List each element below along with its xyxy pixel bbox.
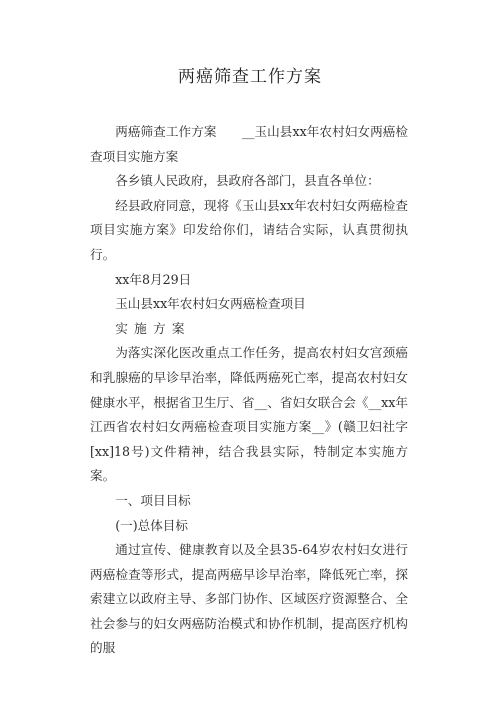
paragraph-plan-subtitle: 实施方案 xyxy=(115,320,191,336)
paragraph-plan-title: 玉山县xx年农村妇女两癌检查项目 xyxy=(115,296,306,312)
paragraph-heading-line: 两癌筛查工作方案 __玉山县xx年农村妇女两癌检查项目实施方案 xyxy=(90,124,408,164)
section-heading: 一、项目目标 xyxy=(115,492,191,508)
document-title: 两癌筛查工作方案 xyxy=(178,67,322,87)
paragraph-addressee: 各乡镇人民政府，县政府各部门，县直各单位： xyxy=(115,173,380,189)
subsection-heading: (一)总体目标 xyxy=(115,517,188,533)
paragraph-date: xx年8月29日 xyxy=(115,271,192,287)
paragraph-goal: 通过宣传、健康教育以及全县35-64岁农村妇女进行两癌检查等形式，提高两癌早诊早治率，降低死亡率，探索建立以政府主导、多部门协作、区域医疗资源整合、全社会参与的妇女两癌防治模式和协作机制，提高医疗机构的服 xyxy=(90,542,408,656)
document-body xyxy=(90,120,408,661)
paragraph-notice: 经县政府同意，现将《玉山县xx年农村妇女两癌检查项目实施方案》印发给你们，请结合实际，认真贯彻执行。 xyxy=(90,197,408,262)
paragraph-intro: 为落实深化医改重点工作任务，提高农村妇女宫颈癌和乳腺癌的早诊早治率，降低两癌死亡率，提高农村妇女健康水平，根据省卫生厅、省__、省妇女联合会《__xx年江西省农村妇女两癌检查项目实施方案__》(赣卫妇社字[xx]18号)文件精神，结合我县实际，特制定本实施方案。 xyxy=(90,345,408,484)
